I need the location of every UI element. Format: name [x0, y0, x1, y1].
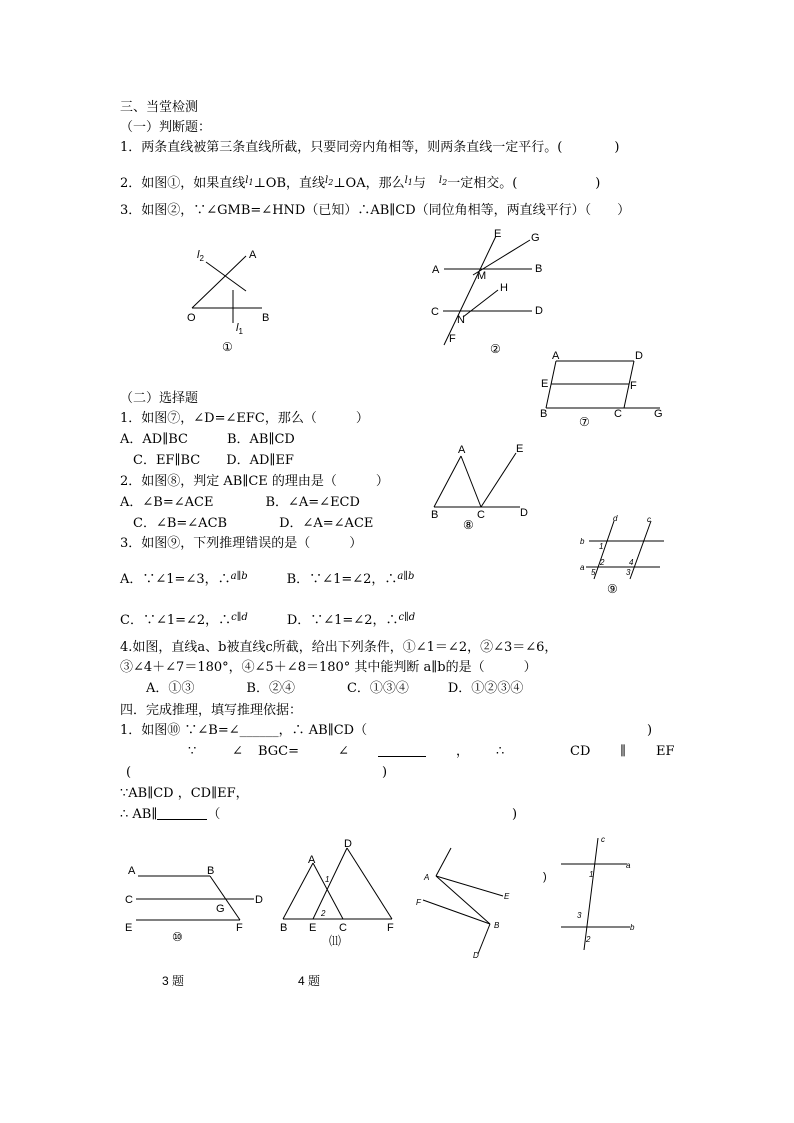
reasoning-l2-cd: CD — [570, 744, 591, 759]
figure-9 — [586, 521, 664, 579]
reasoning-line1-end: ) — [647, 723, 653, 738]
fig2-label-N: N — [457, 314, 465, 326]
fig10-label-G: G — [216, 903, 225, 915]
fig11-label-D: D — [344, 838, 352, 850]
fig4-label-1: 1 — [589, 870, 594, 879]
fig3-label-A: A — [424, 873, 430, 882]
fig9-label-b: b — [580, 537, 585, 546]
reasoning-l2-angle1: ∠ — [232, 744, 243, 759]
choice-q4-options: A．①③ B．②④ C．①③④ D．①②③④ — [146, 681, 524, 696]
fig8-caption: ⑧ — [463, 518, 474, 532]
fig7-label-E: E — [541, 378, 549, 390]
reasoning-l2-angle2: ∠ — [338, 744, 349, 759]
fig4-label-a: a — [626, 861, 631, 870]
choice-q3-options-ab: A．∵∠1=∠3，∴$^{a\parallel b}$ B．∵∠1=∠2，∴$^{a\parallel b}$ — [120, 571, 415, 587]
fig2-label-D: D — [535, 305, 543, 317]
fig9-label-2: 2 — [600, 558, 605, 567]
fig8-label-C: C — [477, 509, 485, 521]
fig7-label-B: B — [540, 408, 548, 420]
fig9-label-c: c — [647, 515, 651, 524]
judge-q3: 3．如图②，∵∠GMB=∠HND（已知）∴AB∥CD（同位角相等，两直线平行）（ ） — [120, 203, 631, 218]
fig11-label-B: B — [280, 922, 288, 934]
reasoning-l3-close: ) — [382, 765, 388, 780]
section-title-3: 三、当堂检测 — [120, 100, 199, 115]
reasoning-l2-parallel: ∥ — [620, 744, 627, 759]
fig1-label-A: A — [249, 249, 257, 261]
choice-q2: 2．如图⑧，判定 AB∥CE 的理由是（ ） — [120, 474, 389, 489]
fig1-label-l2: $l_2$ — [197, 249, 204, 263]
fig4-caption: 4 题 — [298, 974, 321, 988]
fig11-label-E: E — [309, 922, 317, 934]
fig2-caption: ② — [490, 342, 501, 356]
fig2-label-A: A — [432, 264, 440, 276]
figure-7 — [546, 361, 660, 408]
fig11-label-A: A — [308, 854, 316, 866]
fig10-label-E: E — [125, 922, 133, 934]
figure-8 — [434, 453, 520, 507]
fig7-caption: ⑦ — [579, 415, 590, 429]
fig10-label-A: A — [128, 865, 136, 877]
choice-q4-line2: ③∠4＋∠7＝180°，④∠5＋∠8＝180° 其中能判断 a∥b的是（ ） — [120, 660, 537, 675]
fig11-label-1: 1 — [325, 875, 330, 884]
choice-q2-options-cd: C．∠B=∠ACB D．∠A=∠ACE — [133, 516, 374, 531]
fig8-label-E: E — [516, 443, 524, 455]
fig2-label-H: H — [500, 282, 508, 294]
reasoning-line5-end: ) — [512, 807, 518, 822]
reasoning-l2-ef: EF — [656, 744, 675, 759]
fig4-label-2: 2 — [586, 935, 591, 944]
fig9-label-3: 3 — [626, 568, 631, 577]
part1-title: （一）判断题： — [120, 120, 212, 135]
fig10-label-C: C — [125, 894, 133, 906]
fig3-label-D: D — [473, 951, 479, 960]
fig2-label-M: M — [477, 270, 487, 282]
choice-q1: 1．如图⑦，∠D=∠EFC，那么（ ） — [120, 411, 369, 426]
fig11-label-2: 2 — [321, 909, 326, 918]
figure-2 — [443, 236, 532, 345]
fig11-caption: ⑾ — [329, 934, 342, 948]
fig2-label-C: C — [431, 306, 439, 318]
figure-3 — [423, 848, 503, 954]
fig7-label-D: D — [635, 350, 643, 362]
fig10-label-D: D — [255, 894, 263, 906]
fig4-label-b: b — [630, 923, 635, 932]
judge-q2: 2．如图①，如果直线$^l$1⊥OB，直线$^l$2⊥OA，那么$^l$1与 $^l$2一定相交。( ) — [120, 175, 601, 191]
reasoning-line4: ∵AB∥CD ，CD∥EF， — [120, 786, 249, 801]
fig3-label-E: E — [504, 892, 510, 901]
fig9-caption: ⑨ — [607, 582, 618, 596]
figure-1 — [192, 256, 262, 323]
fig9-label-d: d — [613, 514, 618, 523]
figure-11 — [283, 848, 392, 919]
fig2-label-B: B — [535, 263, 543, 275]
fig9-label-a: a — [580, 563, 585, 572]
fig7-label-C: C — [614, 408, 622, 420]
fig2-label-E: E — [494, 228, 502, 240]
reasoning-line1: 1．如图⑩ ∵∠B=∠______，∴ AB∥CD（ — [120, 723, 368, 738]
fig9-label-5: 5 — [591, 568, 596, 577]
figure-10 — [136, 876, 254, 920]
choice-q3-options-cd: C．∵∠1=∠2，∴$^{c\parallel d}$ D．∵∠1=∠2，∴$^{c\parallel d}$ — [120, 612, 416, 628]
fig1-label-B: B — [262, 312, 270, 324]
fig8-label-B: B — [431, 509, 439, 521]
reasoning-l2-bgc: BGC= — [258, 744, 300, 759]
fig9-label-4: 4 — [629, 558, 634, 567]
fig3-label-B: B — [494, 921, 500, 930]
part2-title: （二）选择题 — [120, 391, 199, 406]
fig3-label-F: F — [416, 898, 421, 907]
fig7-label-A: A — [552, 350, 560, 362]
fig7-label-F: F — [630, 380, 637, 392]
fig9-label-1: 1 — [599, 542, 604, 551]
choice-q2-options-ab: A．∠B=∠ACE B．∠A=∠ECD — [120, 495, 360, 510]
fig10-caption: ⑩ — [172, 930, 183, 944]
choice-q4-line1: 4.如图，直线a、b被直线c所截，给出下列条件，①∠1＝∠2，②∠3＝∠6， — [120, 640, 558, 655]
fig7-label-G: G — [654, 408, 663, 420]
fig4-label-c: c — [601, 835, 605, 844]
fig3-caption: 3 题 — [162, 974, 185, 988]
choice-q1-options-ab: A．AD∥BC B．AB∥CD — [120, 432, 295, 447]
fig10-label-B: B — [207, 865, 215, 877]
fig10-label-F: F — [236, 922, 243, 934]
fig1-label-O: O — [187, 312, 196, 324]
fig4-label-paren: ) — [543, 871, 547, 883]
fig2-label-F: F — [449, 333, 456, 345]
fig11-label-C: C — [339, 922, 347, 934]
reasoning-l2-because: ∵ — [188, 744, 197, 759]
section-title-4: 四．完成推理，填写推理依据： — [120, 703, 303, 718]
fig4-label-3: 3 — [577, 911, 582, 920]
figure-4 — [561, 838, 630, 950]
choice-q3: 3．如图⑨，下列推理错误的是（ ） — [120, 536, 363, 551]
fig11-label-F: F — [387, 922, 394, 934]
reasoning-l2-comma: ， — [456, 744, 470, 759]
fig2-label-G: G — [531, 232, 540, 244]
reasoning-line5: ∴ AB∥ （ — [120, 807, 221, 822]
judge-q1: 1．两条直线被第三条直线所截，只要同旁内角相等，则两条直线一定平行。( ) — [120, 140, 620, 155]
fig1-caption: ① — [222, 340, 233, 354]
fig1-label-l1: $l_1$ — [236, 322, 243, 336]
fig8-label-D: D — [520, 507, 528, 519]
choice-q1-options-cd: C．EF∥BC D．AD∥EF — [133, 453, 294, 468]
reasoning-l3-open: ( — [126, 765, 132, 780]
fig8-label-A: A — [458, 444, 466, 456]
reasoning-l2-therefore: ∴ — [496, 744, 505, 759]
